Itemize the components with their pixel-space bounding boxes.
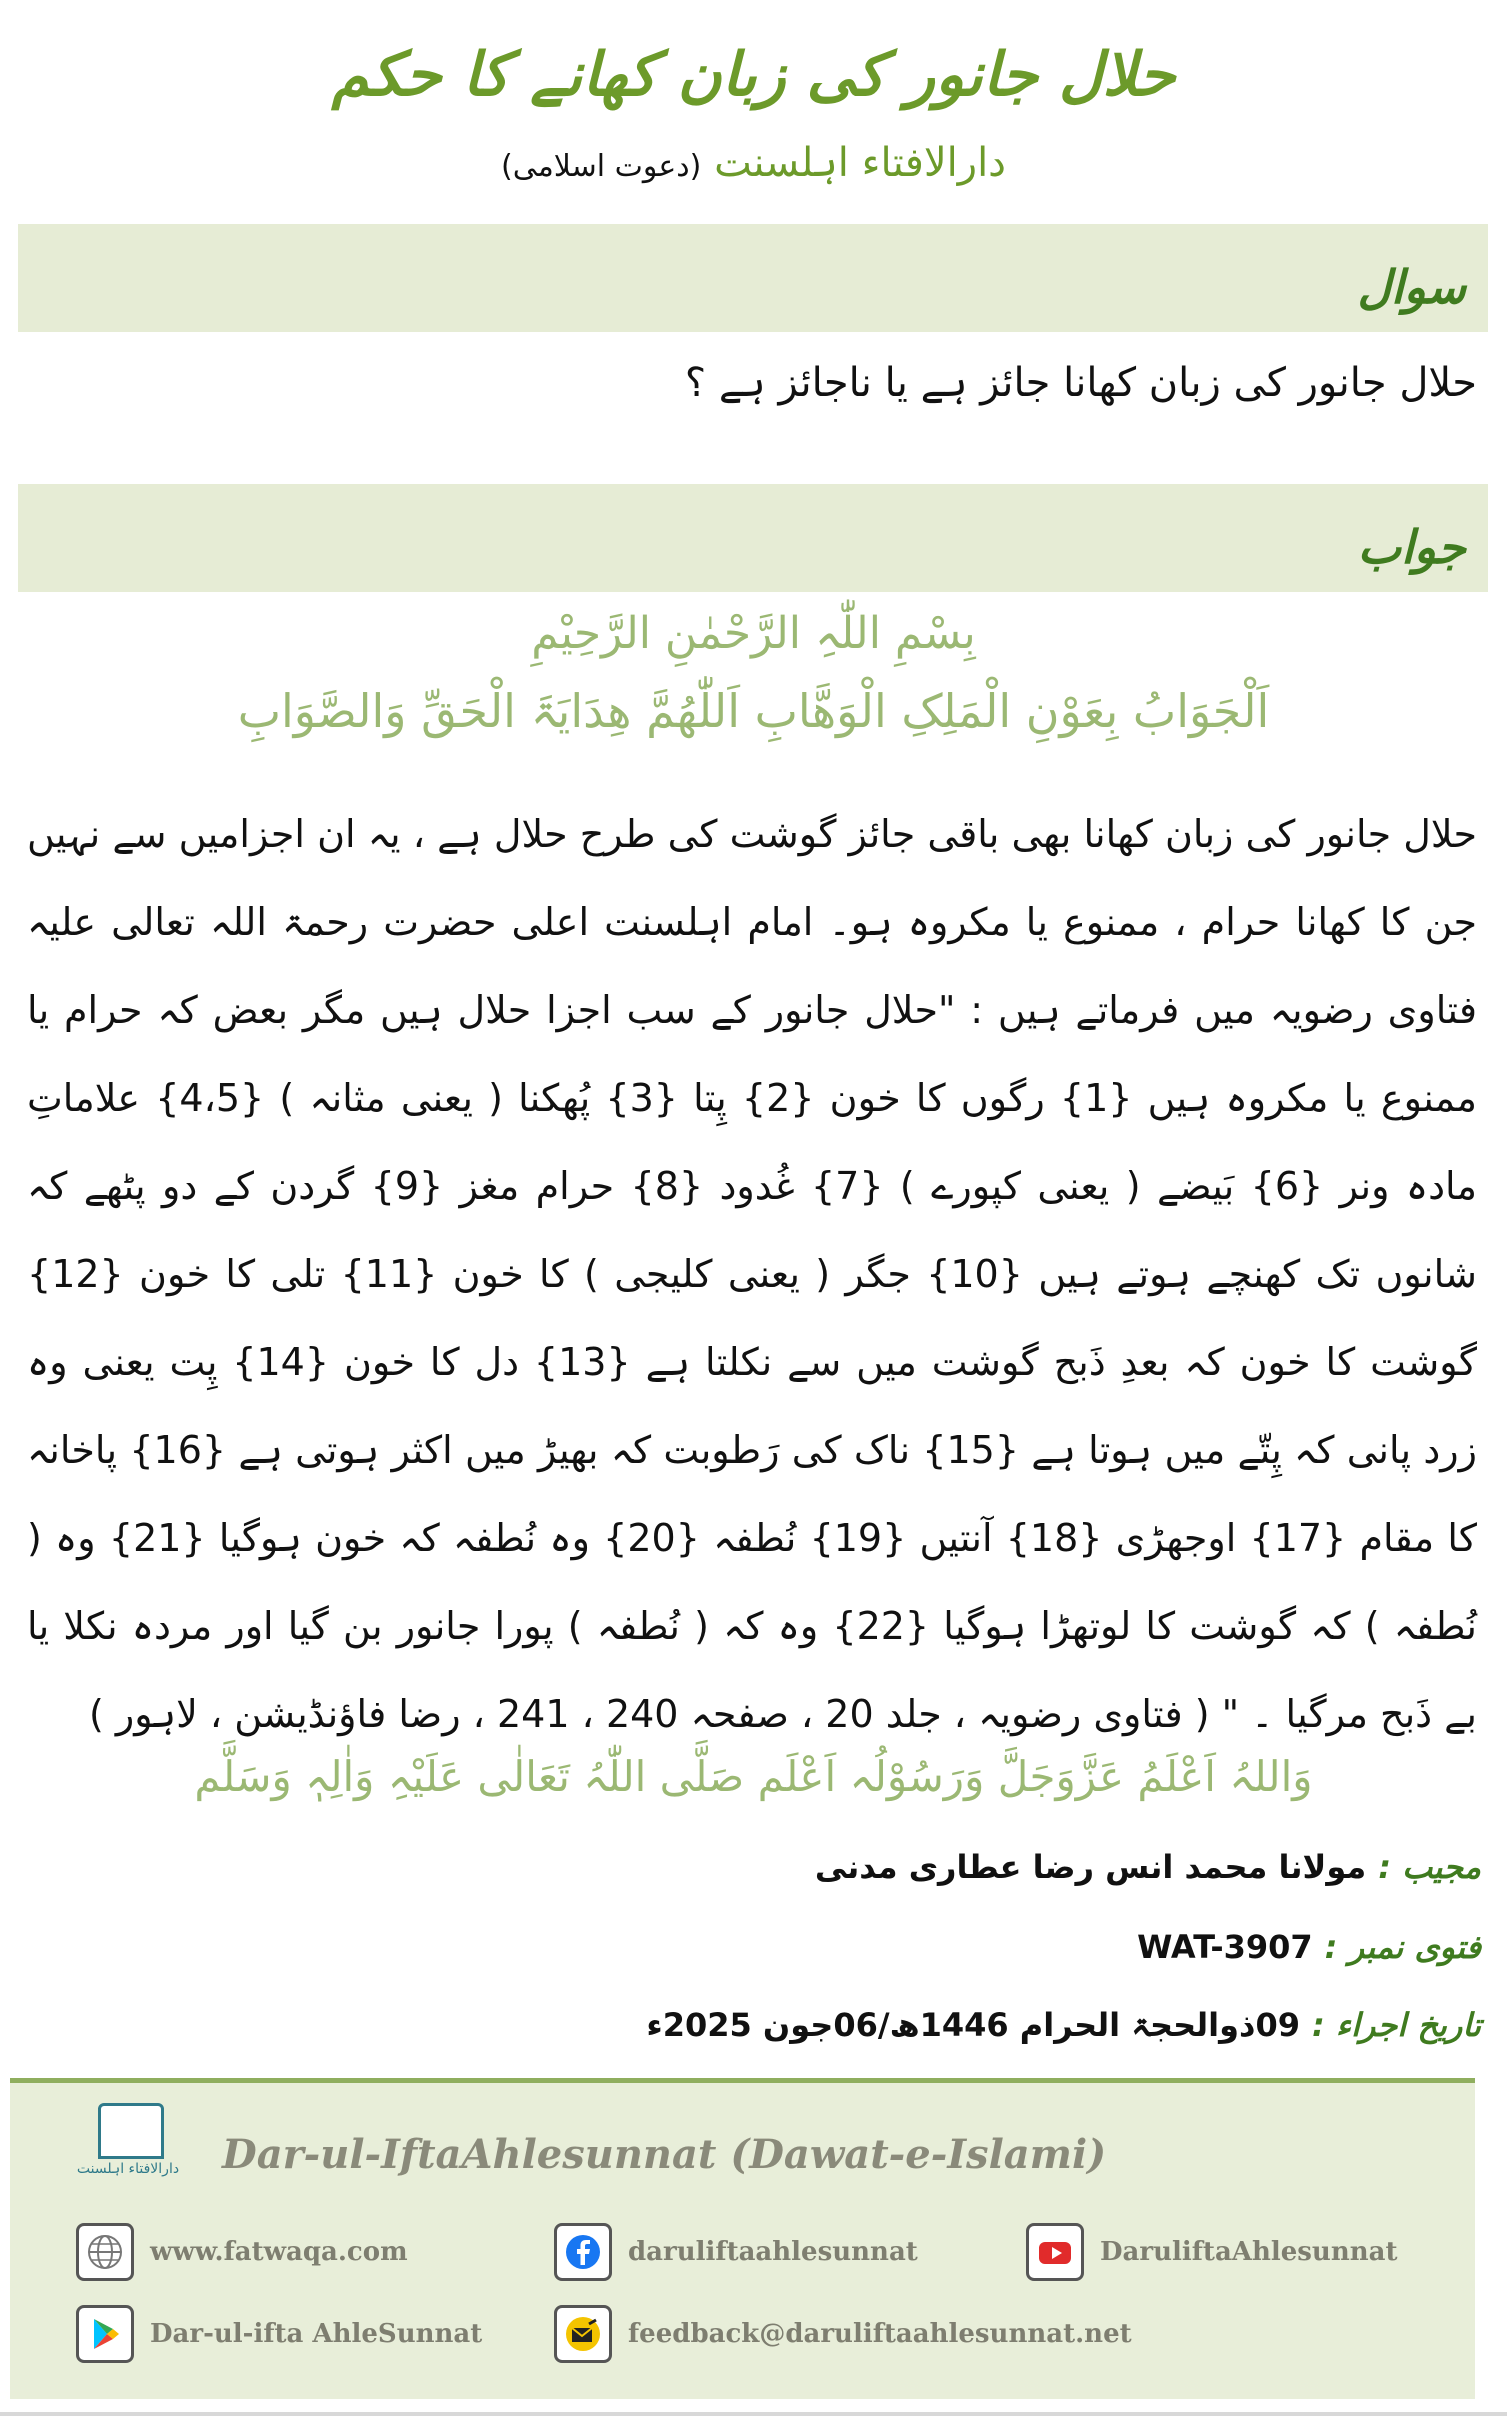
question-header-band — [18, 224, 1488, 332]
closing-dua: وَاللہُ اَعْلَمُ عَزَّوَجَلَّ وَرَسُوْلُہ اَعْلَم صَلَّی اللّٰہُ تَعَالٰی عَلَیْہِ وَاٰلِہٖ وَسَلَّم — [194, 1752, 1313, 1801]
playstore-link[interactable] — [76, 2305, 482, 2363]
answer-body: حلال جانور کی زبان کھانا بھی باقی جائز گوشت کی طرح حلال ہے ، یہ ان اجزامیں سے نہیں جن کا کھانا حرام ، ممنوع یا مکروہ ہو۔ امام اہلسنت اعلی حضرت رحمۃ اللہ تعالی علیہ فتاوی رضویہ میں فرماتے ہیں : "حلال جانور کے سب اجزا حلال ہیں مگر بعض کہ حرام یا ممنوع یا مکروہ ہیں {1} رگوں کا خون {2} پِتا {3} پُھکنا ( یعنی مثانہ ) {4،5} علاماتِ مادہ ونر {6} بَیضے ( یعنی کپورے ) {7} غُدود {8} حرام مغز {9} گردن کے دو پٹھے کہ شانوں تک کھنچے ہوتے ہیں {10} جگر ( یعنی کلیجی ) کا خون {11} تلی کا خون {12} گوشت کا خون کہ بعدِ ذَبح گوشت میں سے نکلتا ہے {13} دل کا خون {14} پِت یعنی وہ زرد پانی کہ پِتّے میں ہوتا ہے {15} ناک کی رَطوبت کہ بھیڑ میں اکثر ہوتی ہے {16} پاخانہ کا مقام {17} اوجھڑی {18} آنتیں {19} نُطفہ {20} وہ نُطفہ کہ خون ہوگیا {21} وہ ( نُطفہ ) کہ گوشت کا لوتھڑا ہوگیا {22} وہ کہ ( نُطفہ ) پورا جانور بن گیا اور مردہ نکلا یا بے ذَبح مرگیا ۔ " ( فتاوی رضویہ ، جلد 20 ، صفحہ 240 ، 241 ، رضا فاؤنڈیشن ، لاہور ) — [27, 812, 1478, 1736]
bismillah: بِسْمِ اللّٰہِ الرَّحْمٰنِ الرَّحِیْمِ — [531, 608, 976, 659]
logo-text: دارالافتاء اہلسنت — [76, 2161, 180, 2177]
fatwa-number-value: WAT-3907 — [1137, 1928, 1313, 1966]
mujib-value: مولانا محمد انس رضا عطاری مدنی — [814, 1848, 1367, 1886]
play-store-icon — [76, 2305, 134, 2363]
question-label: سوال — [1357, 260, 1466, 314]
facebook-text: daruliftaahlesunnat — [628, 2237, 918, 2267]
youtube-text: DaruliftaAhlesunnat — [1100, 2237, 1398, 2267]
logo-book-shape — [98, 2103, 164, 2159]
answer-label: جواب — [1357, 520, 1466, 574]
facebook-link[interactable] — [554, 2223, 918, 2281]
opening-dua: اَلْجَوَابُ بِعَوْنِ الْمَلِکِ الْوَھَّابِ اَللّٰھُمَّ ھِدَایَۃَ الْحَقِّ وَالصَّوَابِ — [237, 684, 1270, 738]
email-text: feedback@daruliftaahlesunnat.net — [628, 2319, 1132, 2349]
subtitle-paren: (دعوت اسلامی) — [500, 149, 702, 184]
website-link[interactable] — [76, 2223, 408, 2281]
youtube-link[interactable] — [1026, 2223, 1398, 2281]
issue-date-row — [646, 2006, 1481, 2044]
facebook-icon — [554, 2223, 612, 2281]
page-title: حلال جانور کی زبان کھانے کا حکم — [331, 40, 1176, 110]
book-logo-icon — [68, 2103, 188, 2199]
mujib-label: مجیب : — [1378, 1848, 1481, 1886]
question-text: حلال جانور کی زبان کھانا جائز ہے یا ناجائز ہے ؟ — [684, 360, 1477, 406]
answer-header-band — [18, 484, 1488, 592]
website-text: www.fatwaqa.com — [150, 2237, 408, 2267]
globe-icon — [76, 2223, 134, 2281]
footer-brand: Dar-ul-IftaAhlesunnat (Dawat-e-Islami) — [222, 2131, 1107, 2178]
issue-date-value: 09ذوالحجۃ الحرام 1446ھ/06جون 2025ء — [646, 2006, 1300, 2044]
mujib-row — [815, 1848, 1481, 1886]
fatwa-number-row — [1137, 1928, 1481, 1966]
footer — [10, 2078, 1475, 2399]
issue-date-label: تاریخ اجراء : — [1311, 2006, 1481, 2044]
subtitle-main: دارالافتاء اہلسنت — [714, 140, 1006, 186]
youtube-icon — [1026, 2223, 1084, 2281]
email-link[interactable] — [554, 2305, 1132, 2363]
fatwa-number-label: فتوی نمبر : — [1324, 1928, 1481, 1966]
email-icon — [554, 2305, 612, 2363]
bottom-divider — [0, 2412, 1507, 2416]
page-subtitle — [0, 140, 1507, 186]
playstore-text: Dar-ul-ifta AhleSunnat — [150, 2319, 483, 2349]
